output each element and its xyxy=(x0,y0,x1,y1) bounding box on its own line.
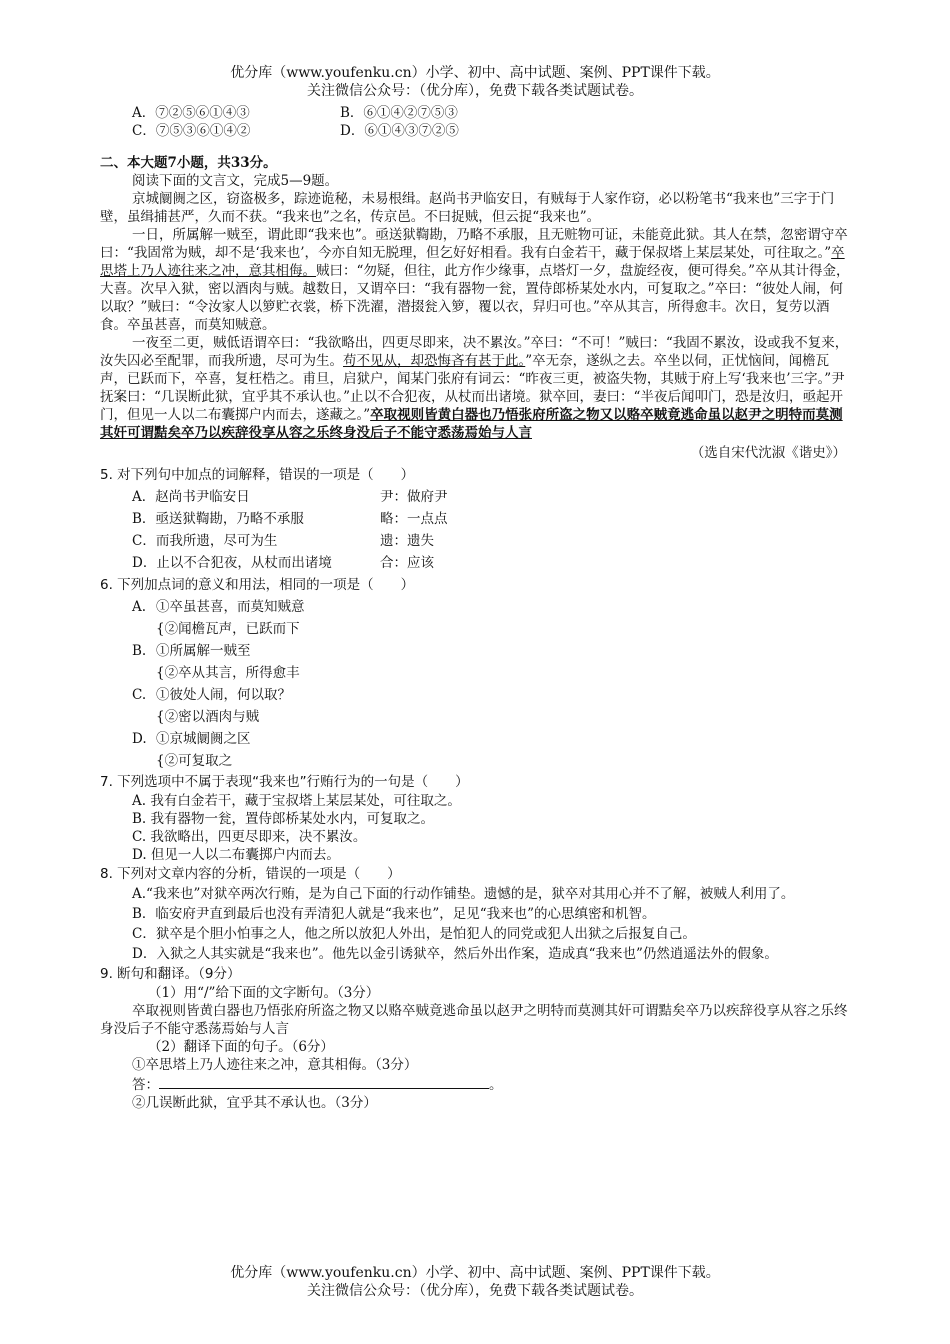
q8-option-b: B．临安府尹直到最后也没有弄清犯人就是“我来也”，足见“我来也”的心思缜密和机智。 xyxy=(132,906,656,922)
q7-option-d: D. 但见一人以二布囊掷户内而去。 xyxy=(132,847,340,863)
q6-option-a: A. ①卒虽甚喜，而莫知贼意 {②闻檐瓦声，已跃而下 xyxy=(100,596,852,640)
question-5-stem: 5. 对下列句中加点的词解释，错误的一项是（ ） xyxy=(100,467,415,483)
question-7-stem: 7. 下列选项中不属于表现“我来也”行贿行为的一句是（ ） xyxy=(100,774,469,790)
question-8 xyxy=(100,864,852,964)
q7-option-a: A. 我有白金若干，藏于宝叔塔上某层某处，可往取之。 xyxy=(132,793,461,809)
passage-paragraph-3 xyxy=(100,334,852,442)
q9-part-1-text: 卒取视则皆黄白器也乃悟张府所盗之物又以赂卒贼竟逃命虽以赵尹之明特而莫测其奸可谓黠矣卒乃以疾辞役享从容之乐终身没后子不能守悉荡焉始与人言 xyxy=(100,1003,848,1037)
option-item-1: ①卒虽甚喜，而莫知贼意 xyxy=(156,599,305,615)
q7-option-b: B. 我有器物一瓮，置侍郎桥某处水内，可复取之。 xyxy=(132,811,435,827)
q9-part-1: （1）用“/”给下面的文字断句。（3分） xyxy=(148,985,380,1001)
header-line-2: 关注微信公众号：（优分库），免费下载各类试题试卷。 xyxy=(307,83,643,99)
option-c: C．⑦⑤③⑥①④② xyxy=(132,123,251,139)
q8-option-c: C．狱卒是个胆小怕事之人，他之所以放犯人外出，是怕犯人的同党或犯人出狱之后报复自己。 xyxy=(132,926,696,942)
header-line-1: 优分库（www.youfenku.cn）小学、初中、高中试题、案例、PPT课件下载。 xyxy=(230,65,720,81)
passage-text: 一夜至二更，贼低语谓卒曰：“我欲略出，四更尽即来，决不累汝。”卒曰：“不可！”贼曰：“我固不累汝，设或我不复来，汝失囚必至配罪，而我所遗，尽可为生。 xyxy=(100,335,849,369)
question-9-stem: 9. 断句和翻译。（9分） xyxy=(100,966,241,982)
q9-sentence-2: ②几误断此狱，宜乎其不承认也。（3分） xyxy=(132,1095,377,1111)
classical-passage xyxy=(100,190,852,464)
option-item-2: ②密以酒肉与贼 xyxy=(164,709,260,725)
option-b: B．⑥①④②⑦⑤③ xyxy=(340,105,458,121)
q5-option-b-explain: 略：一点点 xyxy=(380,511,448,527)
q9-answer-row xyxy=(100,1074,852,1094)
q5-option-d: D．止以不合犯夜，从杖而出诸境 xyxy=(132,555,332,571)
q5-option-b: B．亟送狱鞫勘，乃略不承服 xyxy=(132,511,304,527)
q7-option-c: C. 我欲略出，四更尽即来，决不累汝。 xyxy=(132,829,367,845)
q5-option-d-explain: 合：应该 xyxy=(380,555,434,571)
previous-question-options xyxy=(100,104,852,140)
passage-source: （选自宋代沈淑《谐史》） xyxy=(690,445,846,461)
q6-option-c: C. ①彼处人闹，何以取？ {②密以酒肉与贼 xyxy=(100,684,852,728)
section-title: 二、本大题7小题，共33分。 xyxy=(100,155,277,171)
question-5 xyxy=(100,464,852,574)
q6-option-b: B. ①所属解一贼至 {②卒从其言，所得愈丰 xyxy=(100,640,852,684)
q8-option-a: A.“我来也”对狱卒两次行贿，是为自己下面的行动作铺垫。遗憾的是，狱卒对其用心并不了解，被贼人利用了。 xyxy=(132,886,795,902)
option-item-2: ②闻檐瓦声，已跃而下 xyxy=(164,621,300,637)
option-item-2: ②卒从其言，所得愈丰 xyxy=(164,665,300,681)
question-7 xyxy=(100,772,852,864)
passage-text: 贼曰：“勿疑，但往，此方作少缘事，点塔灯一夕，盘旋经夜，便可得矣。”卒从其计得金，大喜。次早入狱，密以酒肉与贼。越数日，又谓卒曰：“我有器物一瓮，置侍郎桥某处水内，可复取之。”卒曰：“彼处人闹，何以取？”贼曰：“令汝家人以箩贮衣裳，桥下洗濯，潜掇瓮入箩，覆以衣，舁归可也。”卒从其言，所得愈丰。次日，复劳以酒食。卒虽甚喜，而莫知贼意。 xyxy=(100,263,850,333)
option-tag: D. xyxy=(132,731,147,747)
option-tag: C. xyxy=(132,687,147,703)
unpunctuated-passage: 卒取视则皆黄白器也乃悟张府所盗之物又以赂卒贼竟逃命虽以赵尹之明特而莫测其奸可谓黠矣卒乃以疾辞役享从容之乐终身没后子不能守悉荡焉始与人言 xyxy=(100,407,843,441)
q5-option-c-explain: 遗：遗失 xyxy=(380,533,434,549)
q6-option-d: D. ①京城阛阓之区 {②可复取之 xyxy=(100,728,852,772)
option-tag: A. xyxy=(132,599,147,615)
option-d: D．⑥①④③⑦②⑤ xyxy=(340,123,459,139)
question-6-stem: 6. 下列加点词的意义和用法，相同的一项是（ ） xyxy=(100,577,415,593)
passage-paragraph-1: 京城阛阓之区，窃盗极多，踪迹诡秘，未易根缉。赵尚书尹临安日，有贼每于人家作窃，必以粉笔书“我来也”三字于门壁，虽缉捕甚严，久而不获。“我来也”之名，传京邑。不曰捉贼，但云捉“我来也”。 xyxy=(100,191,835,225)
page-header xyxy=(0,64,950,100)
q5-option-a: A．赵尚书尹临安日 xyxy=(132,489,250,505)
section-instruction: 阅读下面的文言文，完成5—9题。 xyxy=(132,173,339,189)
option-a: A．⑦②⑤⑥①④③ xyxy=(132,105,250,121)
answer-end: 。 xyxy=(489,1077,503,1093)
q5-option-a-explain: 尹：做府尹 xyxy=(380,489,448,505)
answer-blank[interactable] xyxy=(159,1074,489,1089)
underlined-sentence-2: 苟不见从，却恐悔吝有甚于此。 xyxy=(343,353,526,369)
passage-text: ”卒无奈，遂纵之去。卒坐以伺，正忧恼间，闻檐瓦声，已跃而下，卒喜，复枉梏之。甫旦，启狱户，闻某门张府有词云：“昨夜三更，被盗失物，其贼于府上写‘我来也’三字。”尹抚案曰：“几误断此狱，宜乎其不承认也。”止以不合犯夜，从杖而出诸境。狱卒回，妻曰：“半夜后闻叩门，恐是汝归，亟起开门，但见一人以二布囊掷户内而去，遂藏之。” xyxy=(100,353,845,423)
page-footer xyxy=(0,1264,950,1300)
question-9 xyxy=(100,964,852,1112)
q5-option-c: C．而我所遗，尽可为生 xyxy=(132,533,278,549)
footer-line-1: 优分库（www.youfenku.cn）小学、初中、高中试题、案例、PPT课件下载。 xyxy=(230,1265,720,1281)
footer-line-2: 关注微信公众号：（优分库），免费下载各类试题试卷。 xyxy=(307,1283,643,1299)
question-6 xyxy=(100,574,852,772)
option-item-1: ①彼处人闹，何以取？ xyxy=(156,687,291,703)
answer-label: 答： xyxy=(132,1077,159,1093)
option-item-1: ①所属解一贼至 xyxy=(156,643,251,659)
q9-part-2: （2）翻译下面的句子。（6分） xyxy=(148,1039,334,1055)
underlined-sentence-1: 卒思塔上乃人迹往来之冲，意其相侮。 xyxy=(100,245,845,279)
option-item-1: ①京城阛阓之区 xyxy=(156,731,251,747)
option-item-2: ②可复取之 xyxy=(164,753,233,769)
q9-sentence-1: ①卒思塔上乃人迹往来之冲，意其相侮。（3分） xyxy=(132,1057,418,1073)
question-8-stem: 8. 下列对文章内容的分析，错误的一项是（ ） xyxy=(100,866,401,882)
passage-text: 一日，所属解一贼至，谓此即“我来也”。亟送狱鞫勘，乃略不承服，且无赃物可证，未能竟此狱。其人在禁，忽密谓守卒曰：“我固常为贼，却不是‘我来也’，今亦自知无脱理，但乞好好相看。我有白金若干，藏于保叔塔上某层某处，可往取之。” xyxy=(100,227,848,261)
exam-content xyxy=(100,104,852,1112)
passage-paragraph-2 xyxy=(100,226,852,334)
q8-option-d: D．入狱之人其实就是“我来也”。他先以金引诱狱卒，然后外出作案，造成真“我来也”仍然逍遥法外的假象。 xyxy=(132,946,778,962)
option-tag: B. xyxy=(132,643,147,659)
